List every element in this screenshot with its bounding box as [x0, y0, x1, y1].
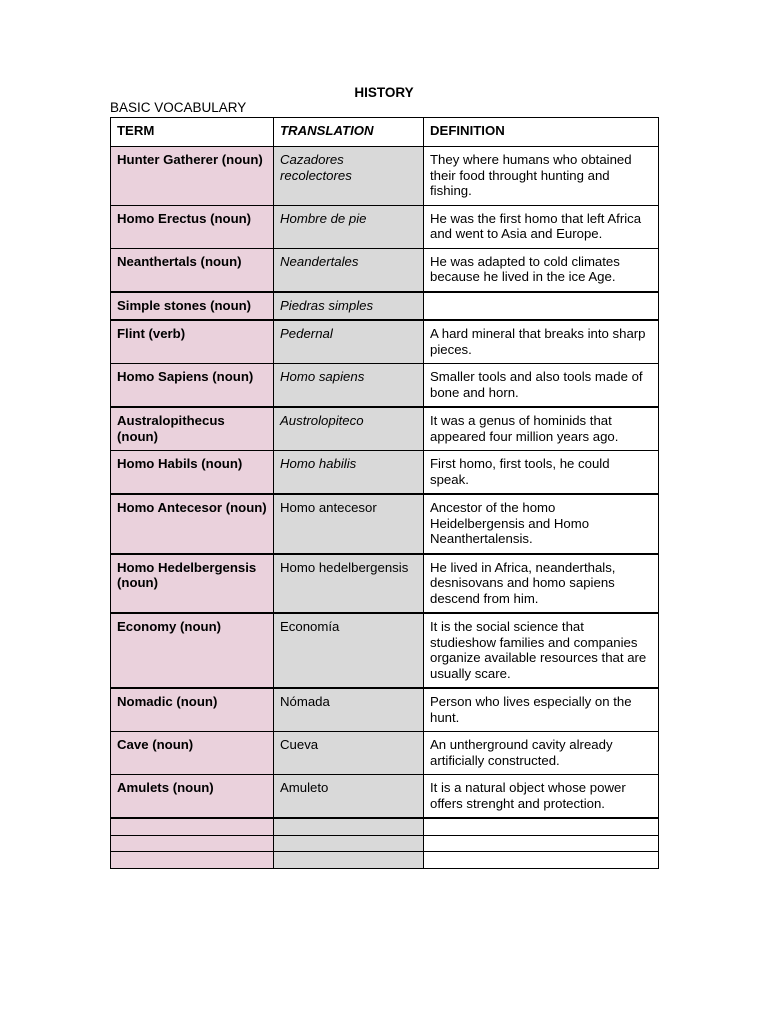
table-row	[111, 364, 659, 408]
term-cell: Homo Habils (noun)	[111, 451, 274, 495]
translation-cell: Piedras simples	[274, 292, 424, 321]
empty-cell	[111, 818, 274, 835]
empty-cell	[111, 852, 274, 869]
empty-cell	[424, 835, 659, 852]
definition-cell: It is a natural object whose power offers strenght and protection.	[424, 775, 659, 819]
term-cell: Flint (verb)	[111, 320, 274, 364]
table-row	[111, 732, 659, 775]
definition-cell	[424, 292, 659, 321]
table-header-row	[111, 118, 659, 147]
definition-cell: He lived in Africa, neanderthals, desnisovans and homo sapiens descend from him.	[424, 554, 659, 614]
empty-cell	[111, 835, 274, 852]
table-row	[111, 147, 659, 206]
translation-cell: Cazadores recolectores	[274, 147, 424, 206]
document-title: HISTORY	[354, 85, 414, 100]
empty-cell	[274, 852, 424, 869]
translation-cell: Homo habilis	[274, 451, 424, 495]
translation-cell: Pedernal	[274, 320, 424, 364]
table-row	[111, 775, 659, 819]
translation-cell: Nómada	[274, 688, 424, 732]
definition-cell: He was adapted to cold climates because he lived in the ice Age.	[424, 248, 659, 292]
definition-cell: Smaller tools and also tools made of bone and horn.	[424, 364, 659, 408]
translation-cell: Economía	[274, 613, 424, 688]
definition-cell: Ancestor of the homo Heidelbergensis and Homo Neanthertalensis.	[424, 494, 659, 554]
translation-cell: Neandertales	[274, 248, 424, 292]
header-term: TERM	[111, 118, 274, 147]
definition-cell: It was a genus of hominids that appeared four million years ago.	[424, 407, 659, 451]
table-row	[111, 494, 659, 554]
header-translation: TRANSLATION	[274, 118, 424, 147]
definition-cell: An untherground cavity already artificially constructed.	[424, 732, 659, 775]
term-cell: Nomadic (noun)	[111, 688, 274, 732]
definition-cell: Person who lives especially on the hunt.	[424, 688, 659, 732]
empty-table-row	[111, 835, 659, 852]
term-cell: Homo Sapiens (noun)	[111, 364, 274, 408]
translation-cell: Hombre de pie	[274, 205, 424, 248]
translation-cell: Homo hedelbergensis	[274, 554, 424, 614]
translation-cell: Homo sapiens	[274, 364, 424, 408]
term-cell: Hunter Gatherer (noun)	[111, 147, 274, 206]
empty-table-row	[111, 852, 659, 869]
term-cell: Simple stones (noun)	[111, 292, 274, 321]
vocabulary-table	[110, 117, 659, 869]
table-row	[111, 205, 659, 248]
term-cell: Homo Antecesor (noun)	[111, 494, 274, 554]
translation-cell: Homo antecesor	[274, 494, 424, 554]
table-row	[111, 613, 659, 688]
term-cell: Neanthertals (noun)	[111, 248, 274, 292]
empty-cell	[274, 835, 424, 852]
empty-cell	[424, 852, 659, 869]
table-row	[111, 451, 659, 495]
term-cell: Homo Erectus (noun)	[111, 205, 274, 248]
empty-cell	[424, 818, 659, 835]
translation-cell: Amuleto	[274, 775, 424, 819]
table-row	[111, 407, 659, 451]
document-subtitle: BASIC VOCABULARY	[110, 100, 247, 115]
definition-cell: They where humans who obtained their food throught hunting and fishing.	[424, 147, 659, 206]
table-row	[111, 320, 659, 364]
translation-cell: Cueva	[274, 732, 424, 775]
term-cell: Australopithecus (noun)	[111, 407, 274, 451]
definition-cell: A hard mineral that breaks into sharp pieces.	[424, 320, 659, 364]
definition-cell: First homo, first tools, he could speak.	[424, 451, 659, 495]
term-cell: Amulets (noun)	[111, 775, 274, 819]
table-row	[111, 248, 659, 292]
table-row	[111, 688, 659, 732]
empty-cell	[274, 818, 424, 835]
header-definition: DEFINITION	[424, 118, 659, 147]
translation-cell: Austrolopiteco	[274, 407, 424, 451]
vocabulary-table-body	[111, 118, 659, 869]
definition-cell: It is the social science that studieshow families and companies organize available resources that are usually scare.	[424, 613, 659, 688]
table-row	[111, 554, 659, 614]
term-cell: Homo Hedelbergensis (noun)	[111, 554, 274, 614]
term-cell: Cave (noun)	[111, 732, 274, 775]
definition-cell: He was the first homo that left Africa and went to Asia and Europe.	[424, 205, 659, 248]
empty-table-row	[111, 818, 659, 835]
table-row	[111, 292, 659, 321]
term-cell: Economy (noun)	[111, 613, 274, 688]
